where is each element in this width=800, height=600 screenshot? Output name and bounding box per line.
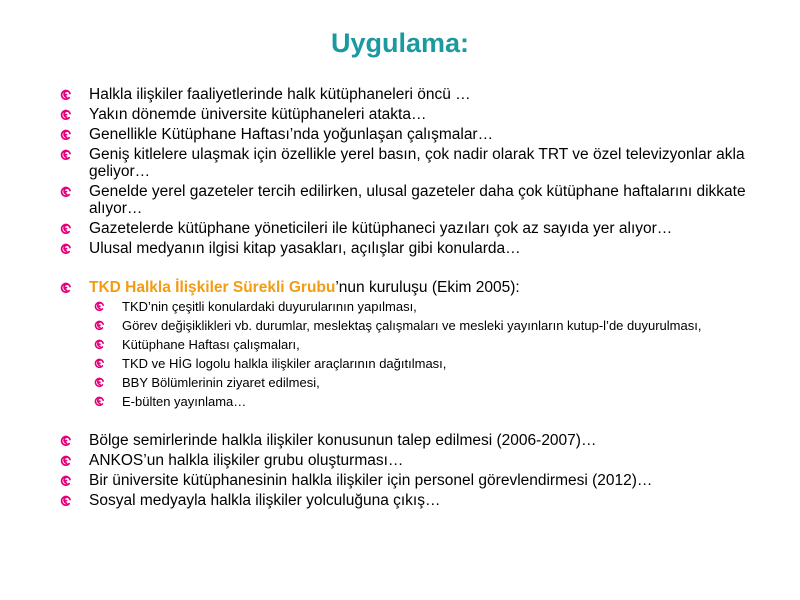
tkd-group-name: TKD Halkla İlişkiler Sürekli Grubu bbox=[89, 279, 336, 296]
swirl-bullet-icon bbox=[60, 148, 72, 160]
sub-bullet-list bbox=[94, 299, 780, 409]
swirl-bullet-icon bbox=[94, 338, 105, 349]
swirl-bullet-icon bbox=[60, 242, 72, 254]
swirl-bullet-icon bbox=[94, 300, 105, 311]
sub-list-item bbox=[94, 394, 780, 409]
sub-list-item bbox=[94, 299, 780, 314]
tkd-group-text: ’nun kuruluşu (Ekim 2005): bbox=[335, 279, 520, 296]
sub-list-item bbox=[94, 318, 780, 333]
sub-list-item bbox=[94, 375, 780, 390]
list-item-text: Halkla ilişkiler faaliyetlerinde halk kütüphaneleri öncü … bbox=[89, 86, 471, 103]
list-item-text: Gazetelerde kütüphane yöneticileri ile kütüphaneci yazıları çok az sayıda yer alıyor… bbox=[89, 220, 673, 237]
list-item-text: Yakın dönemde üniversite kütüphaneleri atakta… bbox=[89, 106, 427, 123]
list-item bbox=[60, 126, 780, 143]
swirl-bullet-icon bbox=[94, 319, 105, 330]
sub-list-item bbox=[94, 337, 780, 352]
list-item-text: Genellikle Kütüphane Haftası’nda yoğunlaşan çalışmalar… bbox=[89, 126, 494, 143]
list-item bbox=[60, 492, 780, 509]
list-item-text: Bir üniversite kütüphanesinin halkla ilişkiler için personel görevlendirmesi (2012)… bbox=[89, 472, 653, 489]
swirl-bullet-icon bbox=[60, 88, 72, 100]
swirl-bullet-icon bbox=[94, 376, 105, 387]
list-item-tkd bbox=[60, 279, 780, 409]
swirl-bullet-icon bbox=[60, 494, 72, 506]
swirl-bullet-icon bbox=[94, 395, 105, 406]
list-item bbox=[60, 240, 780, 257]
swirl-bullet-icon bbox=[60, 281, 72, 293]
sub-list-item-text: TKD’nin çeşitli konulardaki duyurularının yapılması, bbox=[122, 299, 417, 314]
list-item-text: Geniş kitlelere ulaşmak için özellikle yerel basın, çok nadir olarak TRT ve özel televizyonlar akla geliyor… bbox=[89, 146, 745, 180]
list-item bbox=[60, 106, 780, 123]
swirl-bullet-icon bbox=[60, 185, 72, 197]
sub-list-item-text: E-bülten yayınlama… bbox=[122, 394, 247, 409]
spacer bbox=[60, 413, 780, 432]
sub-list-item-text: Görev değişiklikleri vb. durumlar, meslektaş çalışmaları ve mesleki yayınların kutup-l’de duyurulması, bbox=[122, 318, 702, 333]
list-item bbox=[60, 432, 780, 449]
sub-list-item bbox=[94, 356, 780, 371]
list-item-text: Ulusal medyanın ilgisi kitap yasakları, açılışlar gibi konularda… bbox=[89, 240, 521, 257]
swirl-bullet-icon bbox=[60, 222, 72, 234]
slide-content bbox=[60, 86, 780, 512]
bullet-list-group2 bbox=[60, 432, 780, 509]
swirl-bullet-icon bbox=[94, 357, 105, 368]
list-item bbox=[60, 472, 780, 489]
slide-title: Uygulama: bbox=[330, 28, 470, 58]
swirl-bullet-icon bbox=[60, 434, 72, 446]
swirl-bullet-icon bbox=[60, 128, 72, 140]
list-item-text: ANKOS’un halkla ilişkiler grubu oluşturması… bbox=[89, 452, 404, 469]
list-item bbox=[60, 146, 780, 180]
sub-list-item-text: TKD ve HİG logolu halkla ilişkiler araçlarının dağıtılması, bbox=[122, 356, 447, 371]
list-item bbox=[60, 220, 780, 237]
list-item-text: Genelde yerel gazeteler tercih edilirken, ulusal gazeteler daha çok kütüphane haftalarını dikkate alıyor… bbox=[89, 183, 746, 217]
swirl-bullet-icon bbox=[60, 474, 72, 486]
spacer bbox=[60, 260, 780, 279]
list-item-text: Bölge semirlerinde halkla ilişkiler konusunun talep edilmesi (2006-2007)… bbox=[89, 432, 597, 449]
sub-list-item-text: Kütüphane Haftası çalışmaları, bbox=[122, 337, 300, 352]
list-item bbox=[60, 452, 780, 469]
list-item bbox=[60, 183, 780, 217]
list-item bbox=[60, 86, 780, 103]
list-item-text: Sosyal medyayla halkla ilişkiler yolculuğuna çıkış… bbox=[89, 492, 441, 509]
swirl-bullet-icon bbox=[60, 108, 72, 120]
bullet-list-group1 bbox=[60, 86, 780, 257]
bullet-list-tkd bbox=[60, 279, 780, 409]
swirl-bullet-icon bbox=[60, 454, 72, 466]
sub-list-item-text: BBY Bölümlerinin ziyaret edilmesi, bbox=[122, 375, 320, 390]
